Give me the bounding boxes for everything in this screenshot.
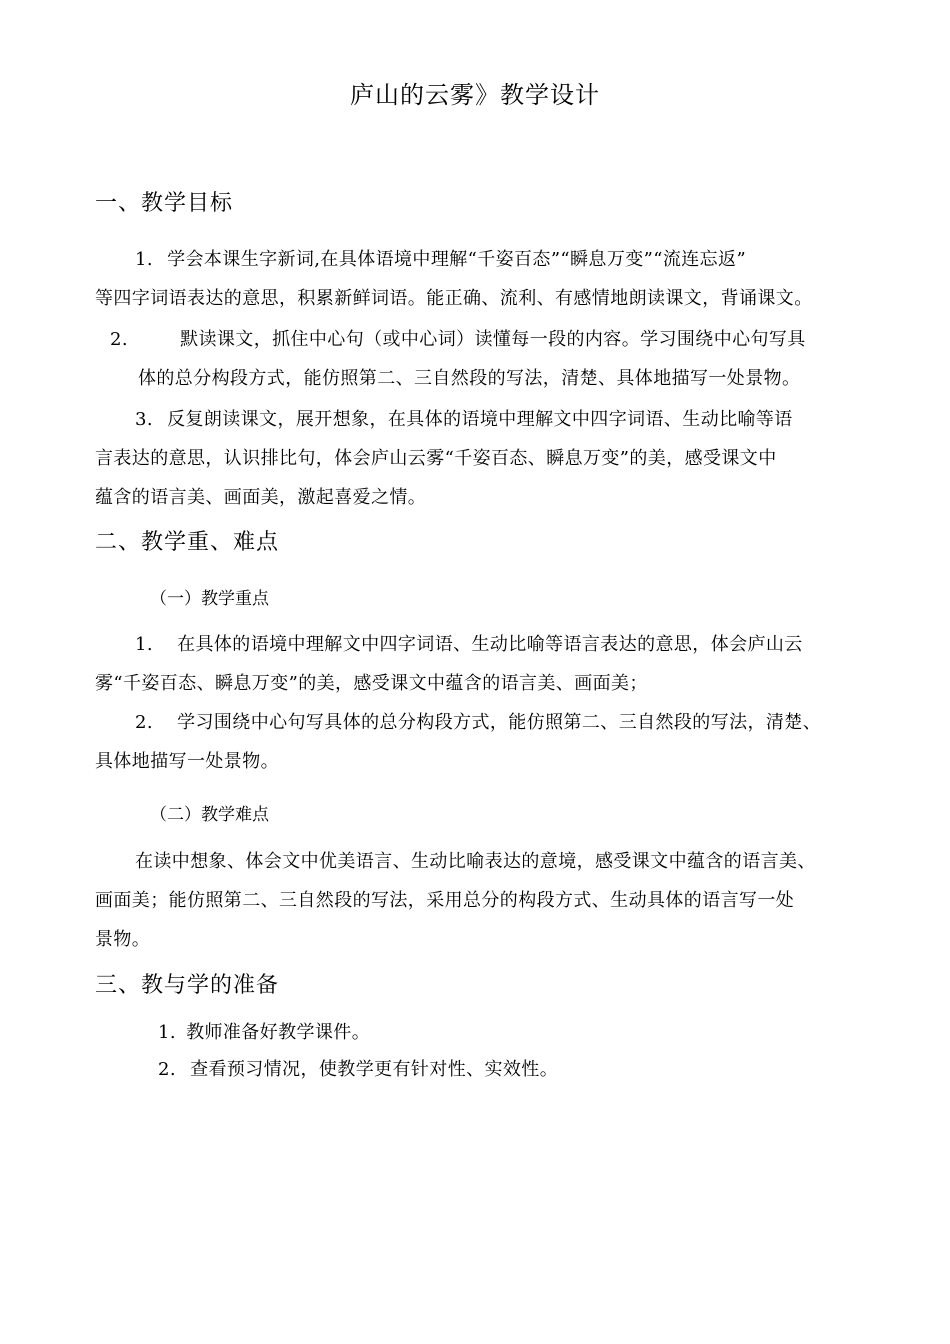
key-point-1-number: 1. <box>135 634 153 655</box>
objective-3-line-2: 言表达的意思，认识排比句，体会庐山云雾“千姿百态、瞬息万变”的美，感受课文中 <box>95 448 777 469</box>
objective-3-line-1: 反复朗读课文，展开想象，在具体的语境中理解文中四字词语、生动比喻等语 <box>167 409 793 430</box>
objective-3-number: 3. <box>135 409 153 430</box>
key-point-2-line-2: 具体地描写一处景物。 <box>95 751 279 772</box>
objective-item-3 <box>95 400 793 517</box>
key-point-1-line-2: 雾“千姿百态、瞬息万变”的美，感受课文中蕴含的语言美、画面美； <box>95 673 648 694</box>
preparation-1-text: 教师准备好教学课件。 <box>186 1022 371 1043</box>
preparation-item-2 <box>158 1052 558 1088</box>
objective-item-1 <box>95 240 813 318</box>
key-point-1-line-1: 在具体的语境中理解文中四字词语、生动比喻等语言表达的意思，体会庐山云 <box>177 634 803 655</box>
difficulties-paragraph <box>95 842 816 959</box>
preparation-2-number: 2. <box>158 1059 176 1080</box>
difficulties-line-2: 画面美；能仿照第二、三自然段的写法，采用总分的构段方式、生动具体的语言写一处 <box>95 890 795 911</box>
difficulties-line-3: 景物。 <box>95 929 151 950</box>
objective-2-number: 2. <box>110 329 128 350</box>
key-point-item-2 <box>95 703 821 781</box>
objective-1-number: 1. <box>135 249 153 270</box>
objective-item-2 <box>110 320 806 398</box>
section-heading-preparation: 三、教与学的准备 <box>95 973 280 998</box>
preparation-1-number: 1. <box>158 1022 176 1043</box>
section-heading-key-points: 二、教学重、难点 <box>95 530 280 555</box>
objective-1-line-1: 学会本课生字新词,在具体语境中理解“千姿百态”“瞬息万变”“流连忘返” <box>167 249 747 270</box>
objective-1-line-2: 等四字词语表达的意思，积累新鲜词语。能正确、流利、有感情地朗读课文，背诵课文。 <box>95 288 813 309</box>
objective-3-line-3: 蕴含的语言美、画面美，激起喜爱之情。 <box>95 487 427 508</box>
section-heading-objectives: 一、教学目标 <box>95 191 234 216</box>
key-point-item-1 <box>95 625 803 703</box>
preparation-item-1 <box>158 1015 370 1051</box>
document-title: 庐山的云雾》教学设计 <box>350 81 600 109</box>
subheading-difficulties: （二）教学难点 <box>150 805 269 825</box>
objective-2-line-2: 体的总分构段方式，能仿照第二、三自然段的写法，清楚、具体地描写一处景物。 <box>138 368 801 389</box>
subheading-key-points: （一）教学重点 <box>150 589 269 609</box>
objective-2-line-1: 默读课文，抓住中心句（或中心词）读懂每一段的内容。学习围绕中心句写具 <box>180 329 806 350</box>
key-point-2-line-1: 学习围绕中心句写具体的总分构段方式，能仿照第二、三自然段的写法，清楚、 <box>177 712 822 733</box>
key-point-2-number: 2. <box>135 712 153 733</box>
preparation-2-text: 查看预习情况，使教学更有针对性、实效性。 <box>190 1059 559 1080</box>
difficulties-line-1: 在读中想象、体会文中优美语言、生动比喻表达的意境，感受课文中蕴含的语言美、 <box>135 851 816 872</box>
